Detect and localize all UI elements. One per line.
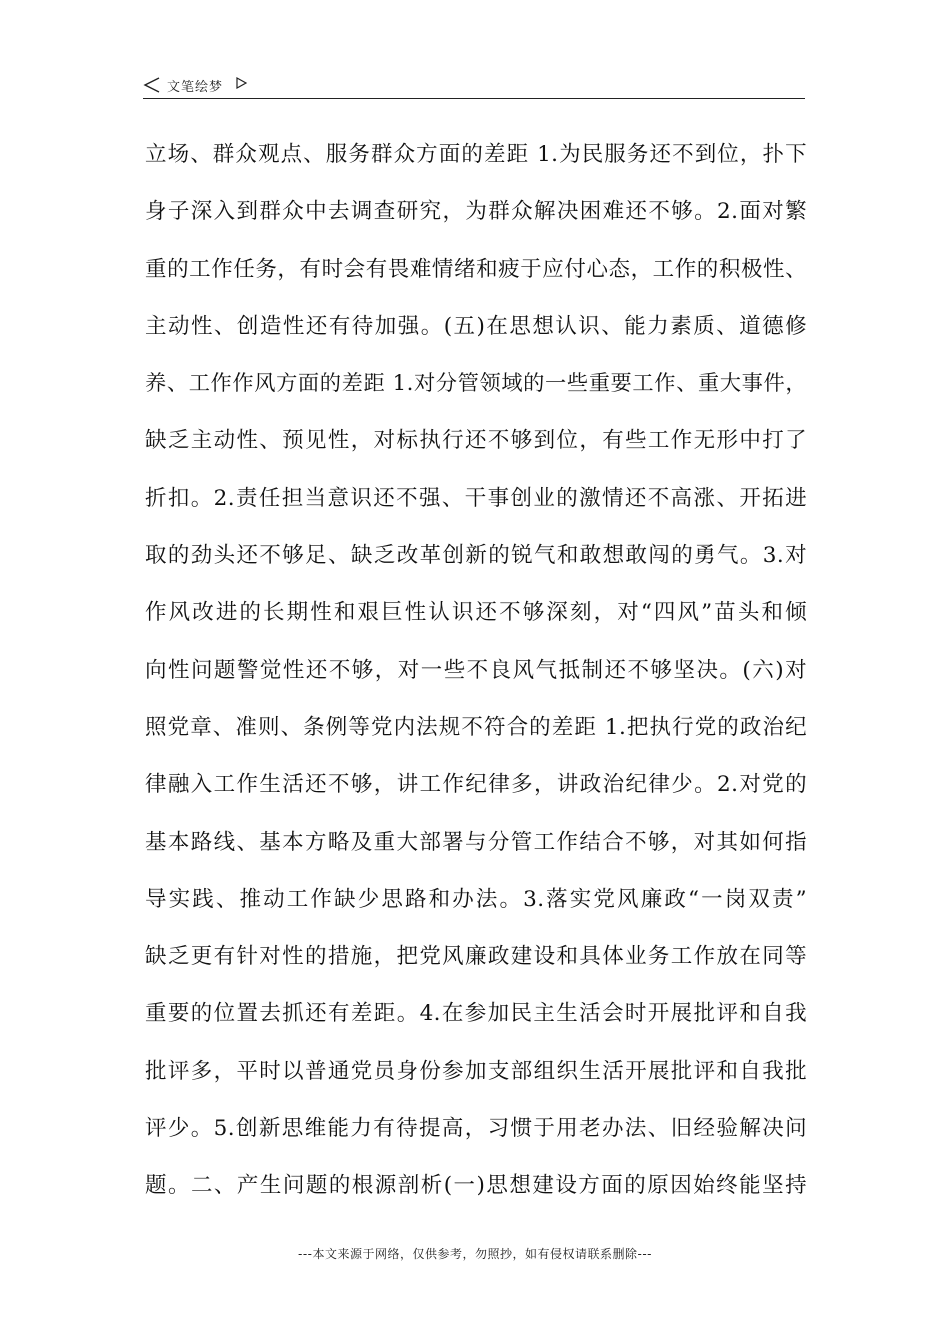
text-line: 重的工作任务，有时会有畏难情绪和疲于应付心态，工作的积极性、 <box>145 256 807 282</box>
text-line: 律融入工作生活还不够，讲工作纪律多，讲政治纪律少。2.对党的 <box>145 772 807 798</box>
header-title: 文笔绘梦 <box>167 80 224 95</box>
text-line: 评少。5.创新思维能力有待提高，习惯于用老办法、旧经验解决问 <box>145 1116 807 1142</box>
text-line: 题。二、产生问题的根源剖析(一)思想建设方面的原因始终能坚持 <box>145 1173 807 1199</box>
text-line: 重要的位置去抓还有差距。4.在参加民主生活会时开展批评和自我 <box>145 1001 807 1027</box>
text-line: 身子深入到群众中去调查研究，为群众解决困难还不够。2.面对繁 <box>145 199 807 225</box>
document-body <box>145 136 807 1225</box>
text-line: 导实践、推动工作缺少思路和办法。3.落实党风廉政“一岗双责” <box>145 886 807 912</box>
footer-disclaimer: ---本文来源于网络，仅供参考，勿照抄，如有侵权请联系删除--- <box>298 1247 652 1261</box>
text-line: 缺乏更有针对性的措施，把党风廉政建设和具体业务工作放在同等 <box>145 944 807 970</box>
text-line: 批评多，平时以普通党员身份参加支部组织生活开展批评和自我批 <box>145 1058 807 1084</box>
text-line: 取的劲头还不够足、缺乏改革创新的锐气和敢想敢闯的勇气。3.对 <box>145 543 807 569</box>
text-line: 照党章、准则、条例等党内法规不符合的差距 1.把执行党的政治纪 <box>145 714 807 740</box>
triangle-left-icon <box>143 77 161 93</box>
page-header <box>143 74 805 99</box>
text-line: 缺乏主动性、预见性，对标执行还不够到位，有些工作无形中打了 <box>145 428 807 454</box>
text-line: 立场、群众观点、服务群众方面的差距 1.为民服务还不到位，扑下 <box>145 142 807 167</box>
text-line: 主动性、创造性还有待加强。(五)在思想认识、能力素质、道德修 <box>145 313 807 339</box>
text-line: 折扣。2.责任担当意识还不强、干事创业的激情还不高涨、开拓进 <box>145 485 807 511</box>
text-line: 基本路线、基本方略及重大部署与分管工作结合不够，对其如何指 <box>145 829 807 855</box>
text-line: 养、工作作风方面的差距 1.对分管领域的一些重要工作、重大事件， <box>145 371 807 397</box>
text-line: 向性问题警觉性还不够，对一些不良风气抵制还不够坚决。(六)对 <box>145 657 807 683</box>
triangle-right-icon <box>235 77 247 89</box>
text-line: 作风改进的长期性和艰巨性认识还不够深刻，对“四风”苗头和倾 <box>145 600 807 626</box>
